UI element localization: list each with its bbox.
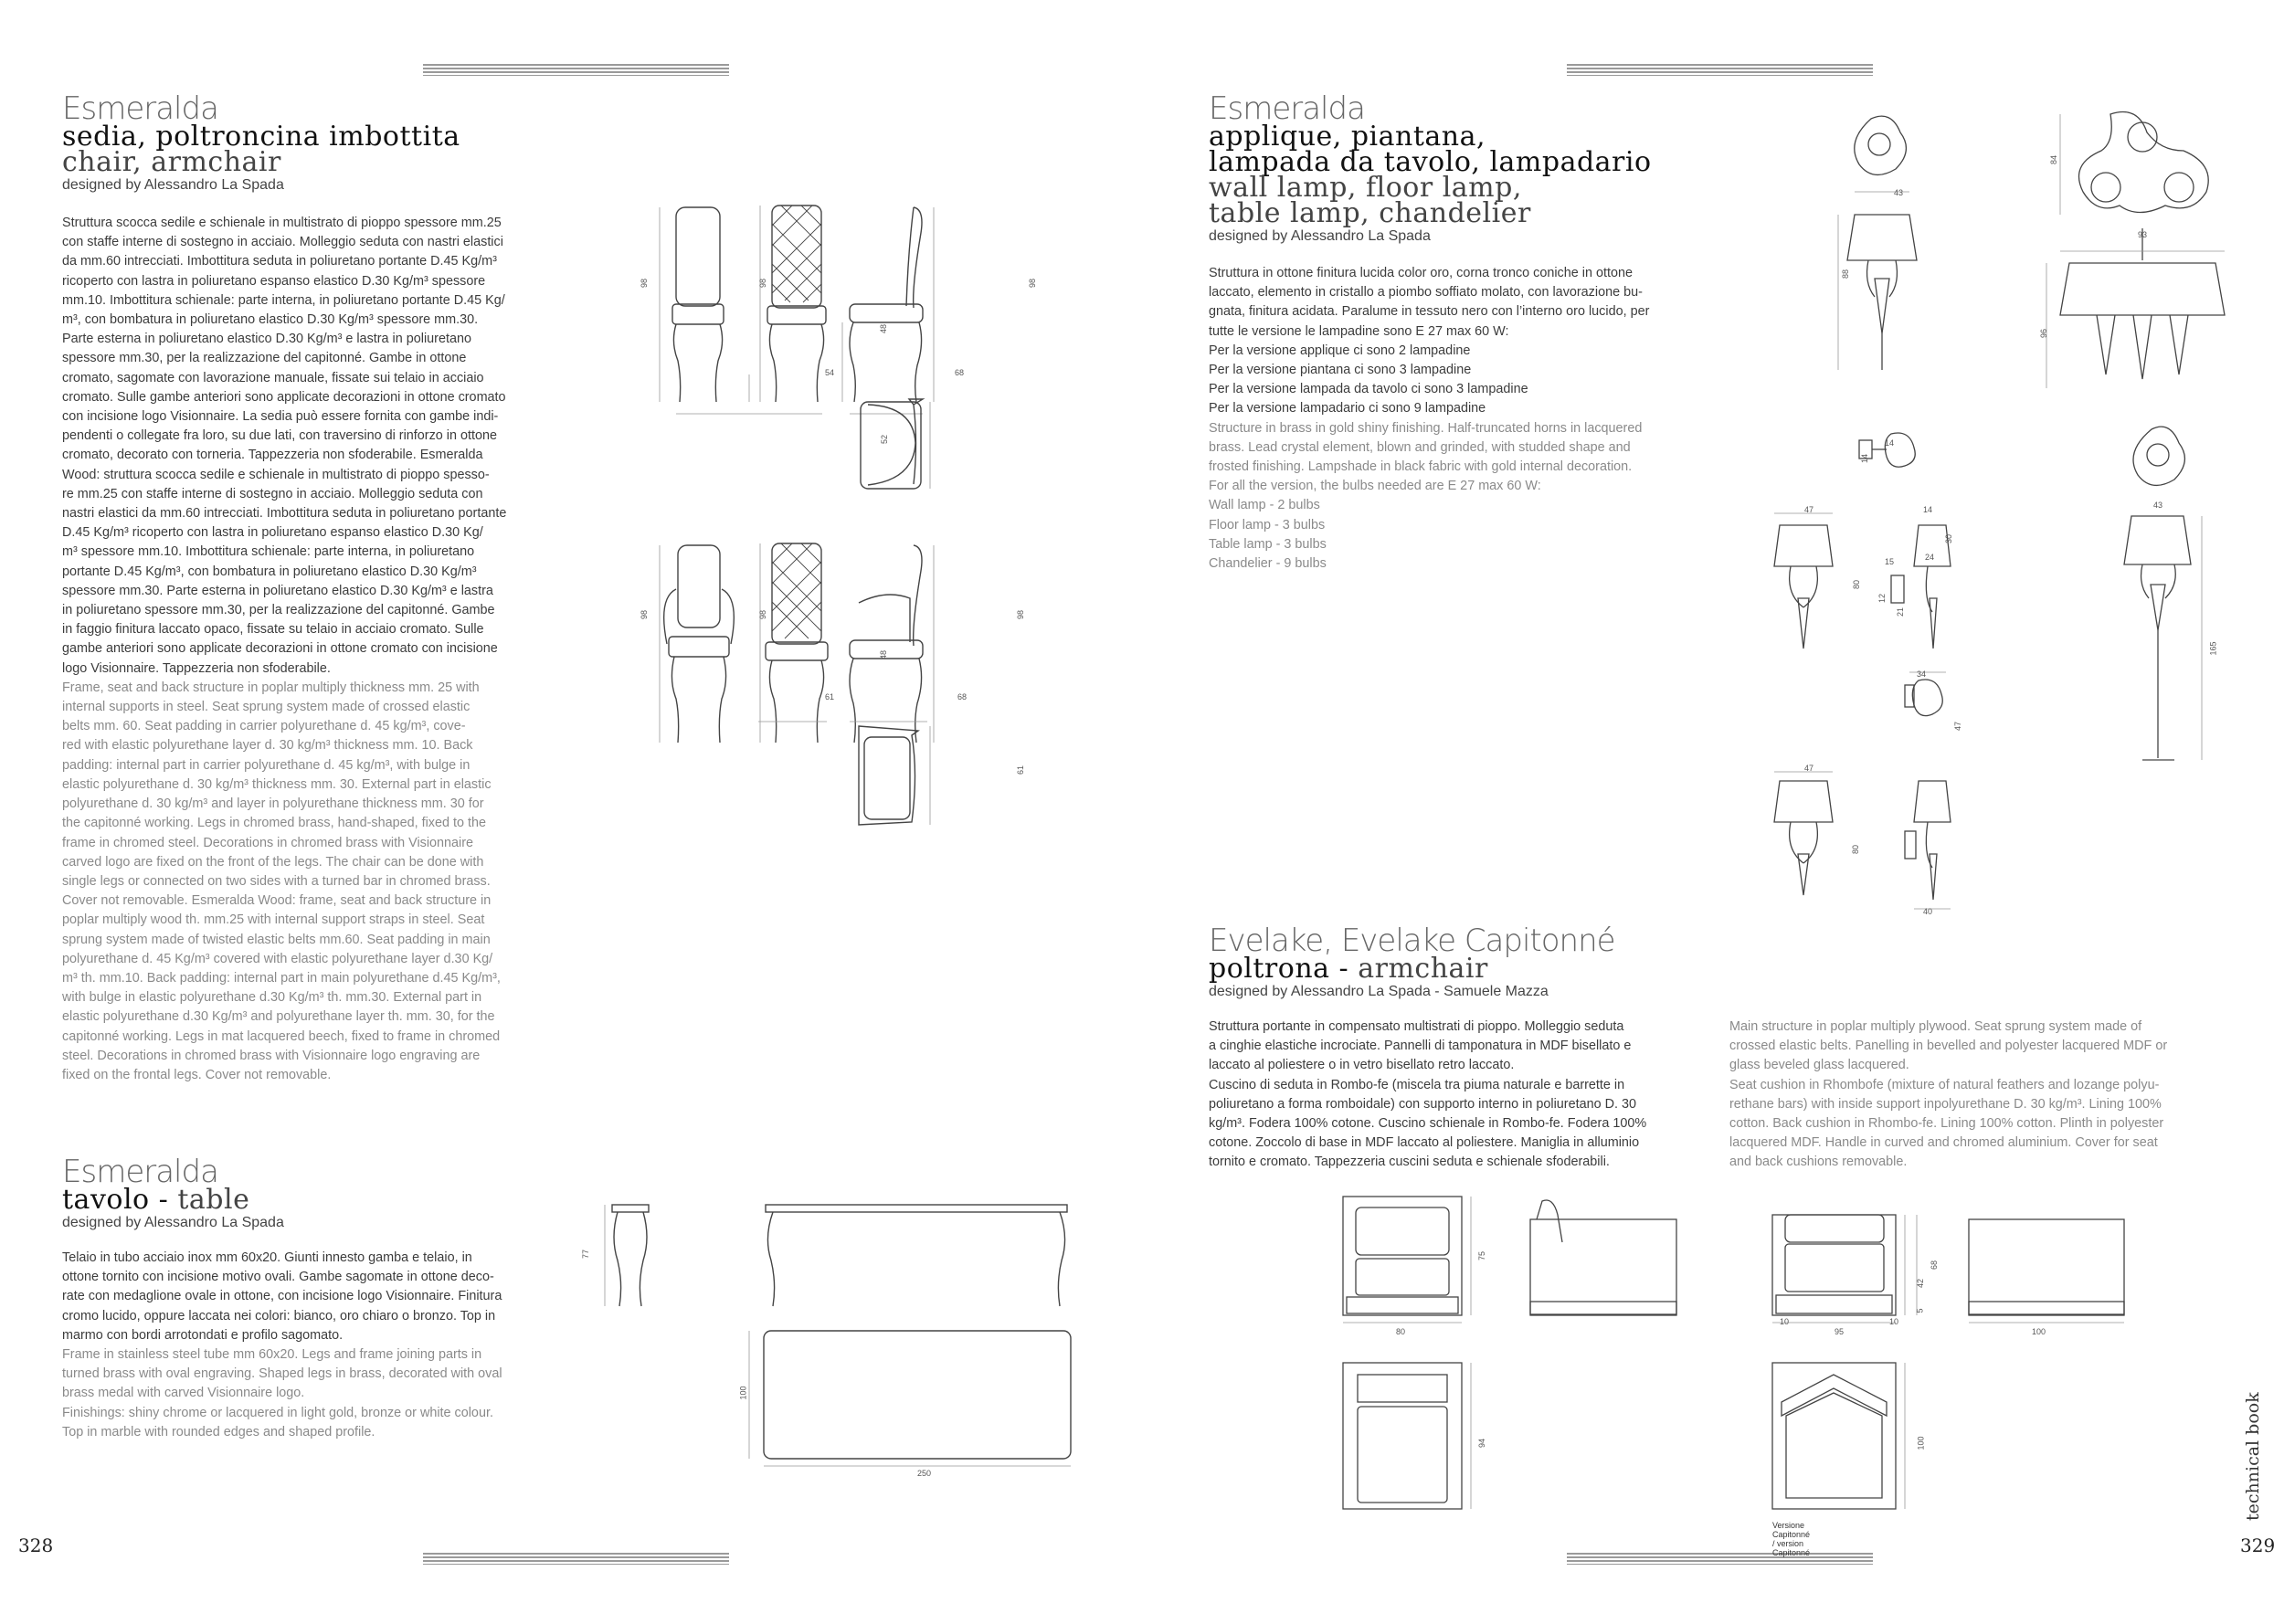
capitonne-side-view bbox=[1969, 1219, 2124, 1323]
technical-book-label: technical book bbox=[2243, 1392, 2263, 1521]
lamps-text-it: Struttura in ottone finitura lucida color oro, corna tronco coniche in ottone laccato, elemento in cristallo a piombo soffiato molato, con lavorazione bu- gnata, finitura acidata. Paralume in tessuto nero con l’interno oro lucido, per tutte le versione le lampadine sono E 27 max 60 W: Per la versione applique ci sono 2 lampadine Per la versione piantana ci sono 3 lampadine Per la versione lampada da tavolo ci sono 3 lampadine Per la versione lampadario ci sono 9 lampadine bbox=[1209, 266, 1650, 417]
dim-wall-c: 21 bbox=[1896, 606, 1906, 617]
lamps-section-header bbox=[1209, 90, 1652, 245]
top-rule-right bbox=[1567, 64, 1873, 76]
table-title-it: tavolo - bbox=[62, 1184, 178, 1216]
chair-section-header bbox=[62, 90, 460, 194]
chair-plan-view bbox=[861, 399, 930, 489]
dim-chair-width: 54 bbox=[825, 368, 835, 377]
floor-lamp-elevation bbox=[2124, 516, 2202, 760]
table-title-en: table bbox=[177, 1184, 250, 1216]
lamps-drawings bbox=[1754, 100, 2229, 923]
evelake-title bbox=[1209, 953, 1615, 985]
dim-wall-h: 80 bbox=[1852, 579, 1862, 590]
lamps-brand: Esmeralda bbox=[1209, 90, 1365, 127]
dim-chair-height-2: 98 bbox=[758, 278, 768, 289]
table-drawings bbox=[594, 1192, 1105, 1475]
lamps-text-en: Structure in brass in gold shiny finishing. Half-truncated horns in lacquered brass. Lead crystal element, blown and grinded, with studded shape and frosted finishing. Lampshade in black fabric with gold internal decoration. For all the version, the bulbs needed are E 27 max 60 W: Wall lamp - 2 bulbs Floor lamp - 3 bulbs Table lamp - 3 bulbs Chandelier - 9 bulbs bbox=[1209, 420, 1643, 572]
dim-armchair-plan: 61 bbox=[1016, 765, 1026, 775]
table-front-view bbox=[766, 1205, 1067, 1306]
evelake-description-it bbox=[1209, 1018, 1720, 1173]
lamps-designer: designed by Alessandro La Spada bbox=[1209, 228, 1431, 244]
dim-cap-plan-d: 100 bbox=[1916, 1436, 1926, 1450]
dim-armchair-width: 61 bbox=[825, 692, 835, 701]
evelake-drawings bbox=[1325, 1187, 2220, 1534]
table-designer: designed by Alessandro La Spada bbox=[62, 1215, 284, 1230]
evelake-front-view bbox=[1343, 1197, 1471, 1323]
lamps-title-en-2: table lamp, chandelier bbox=[1209, 197, 1531, 229]
table-text-it: Telaio in tubo acciaio inox mm 60x20. Giunti innesto gamba e telaio, in ottone tornito con incisione motivo ovali. Gambe sagomate in ottone deco- rate con medaglione ovale in ottone, con incisione logo Visionnaire. Finitura cromo lucido, oppure laccata nei colori: bianco, oro chiaro o bronzo. Top in marmo con bordi arrotondati e profilo sagomato. bbox=[62, 1250, 502, 1343]
wall-lamp-side-2 bbox=[1905, 781, 1951, 909]
table-title bbox=[62, 1184, 284, 1216]
dim-floor-plan: 43 bbox=[2153, 501, 2163, 510]
page-number-right: 329 bbox=[2240, 1534, 2276, 1556]
lamps-title-it-1: applique, piantana, bbox=[1209, 121, 1486, 153]
dim-chandelier-h: 96 bbox=[2039, 328, 2049, 339]
floor-lamp-plan bbox=[2133, 427, 2184, 485]
evelake-plan-view bbox=[1343, 1363, 1471, 1509]
dim-cap-side-b: 10 bbox=[1889, 1317, 1899, 1326]
armchair-side-view bbox=[850, 545, 934, 743]
table-brand: Esmeralda bbox=[62, 1154, 218, 1190]
dim-evelake-front-h: 75 bbox=[1477, 1250, 1487, 1261]
dim-wall-d: 14 bbox=[1923, 505, 1933, 514]
chair-side-view bbox=[842, 207, 934, 402]
dim-wall-b: 24 bbox=[1925, 553, 1935, 562]
dim-plan-width: 52 bbox=[880, 434, 890, 445]
bottom-rule-left bbox=[423, 1553, 729, 1565]
dim-cap-base: 5 bbox=[1915, 1308, 1925, 1313]
chair-back-view bbox=[760, 206, 826, 402]
table-section-header bbox=[62, 1156, 284, 1231]
evelake-text-it: Struttura portante in compensato multistrati di pioppo. Molleggio seduta a cinghie elastiche incrociate. Pannelli di tamponatura in MDF bisellato e laccato al poliestere o in vetro bisellato retro laccato. Cuscino di seduta in Rombo-fe (miscela tra piuma naturale e barrette in poliuretano a forma romboidale) con supporto interno in poliuretano D. 30 kg/m³. Fodera 100% cotone. Cuscino schienale in Rombo-fe. Fodera 100% cotone. Zoccolo di base in MDF laccato al poliestere. Maniglia in alluminio tornito e cromato. Tappezzeria cuscini seduta e schienale sfoderabili. bbox=[1209, 1019, 1647, 1170]
dim-table-lamp-plan: 43 bbox=[1894, 188, 1904, 197]
dim-armchair-height-2: 98 bbox=[758, 609, 768, 620]
dim-wall-a: 15 bbox=[1885, 557, 1895, 566]
dim-table-height: 77 bbox=[581, 1249, 591, 1260]
armchair-plan-view bbox=[859, 726, 930, 825]
dim-cap-h: 68 bbox=[1930, 1260, 1940, 1271]
dim-armchair-depth: 68 bbox=[957, 692, 968, 701]
dim-armchair-height-3: 98 bbox=[1016, 609, 1026, 620]
dim-floor-h: 165 bbox=[2208, 641, 2218, 656]
dim-cap-depth: 100 bbox=[2032, 1327, 2046, 1336]
page-number-left: 328 bbox=[18, 1534, 54, 1556]
table-text-en: Frame in stainless steel tube mm 60x20. Legs and frame joining parts in turned brass with oval engraving. Shaped legs in brass, decorated with oval brass medal with carved Visionnaire logo. Finishings: shiny chrome or lacquered in light gold, bronze or white colour. Top in marble with rounded edges and shaped profile. bbox=[62, 1347, 502, 1439]
dim-plan2-d: 47 bbox=[1953, 721, 1963, 732]
dim-side2-d: 40 bbox=[1923, 907, 1933, 916]
dim-cap-w: 95 bbox=[1835, 1327, 1845, 1336]
chair-brand: Esmeralda bbox=[62, 90, 218, 127]
evelake-title-it: poltrona - bbox=[1209, 953, 1359, 985]
table-description bbox=[62, 1249, 592, 1442]
chair-description bbox=[62, 214, 592, 1085]
dim-wall-top-w: 14 bbox=[1885, 438, 1895, 448]
dim-table-depth: 100 bbox=[738, 1386, 748, 1400]
dim-armchair-seat: 48 bbox=[879, 649, 889, 660]
capitonne-front-view bbox=[1772, 1215, 1917, 1323]
dim-armchair-height-1: 98 bbox=[640, 609, 650, 620]
dim-chair-depth: 68 bbox=[955, 368, 965, 377]
wall-lamp-side bbox=[1891, 525, 1954, 649]
chair-text-it: Struttura scocca sedile e schienale in multistrato di pioppo spessore mm.25 con staffe interne di sostegno in acciaio. Molleggio seduta con nastri elastici da mm.60 intrecciati. Imbottitura seduta in poliuretano portante D.45 Kg/m³ ricoperto con lastra in poliuretano espanso elastico D.30 Kg/m³ spessore mm.10. Imbottitura schienale: parte interna, in poliuretano portante D.45 Kg/ m³, con bombatura in poliuretano elastico D.30 Kg/m³ spessore mm.30. Parte esterna in poliuretano elastico D.30 Kg/m³ e lastra in poliuretano spessore mm.30, per la realizzazione del capitonné. Gambe in ottone cromato, sagomate con lavorazione manuale, fissate sui telaio in acciaio cromato. Sulle gambe anteriori sono applicate decorazioni in ottone cromato con incisione logo Visionnaire. La sedia può essere fornita con gambe indi- pendenti o collegate fra loro, su due lati, con traversino di rinforzo in ottone cromato, decorato con torneria. Tappezzeria non sfoderabile. Esmeralda Wood: struttura scocca sedile e schienale in multistrato di pioppo spesso- re mm.25 con staffe interne di sostegno in acciaio. Molleggio seduta con nastri elastici da mm.60 intrecciati. Imbottitura seduta in poliuretano portante D.45 Kg/m³ ricoperto con lastra in poliuretano espanso elastico D.30 Kg/ m³ spessore mm.10. Imbottitura schienale: parte interna, in poliuretano portante D.45 Kg/m³, con bombatura in poliuretano elastico D.30 Kg/m³ spessore mm.30. Parte esterna in poliuretano elastico D.30 Kg/m³ e lastra in poliuretano spessore mm.30, per la realizzazione del capitonné. Gambe in faggio finitura laccato opaco, fissate su telaio in acciaio cromato. Sulle gambe anteriori sono applicate decorazioni in ottone cromato con incisione logo Visionnaire. Tappezzeria non sfoderabile. bbox=[62, 216, 507, 676]
chair-drawings bbox=[640, 196, 1096, 836]
table-side-view bbox=[605, 1205, 649, 1306]
lamps-description bbox=[1209, 264, 1720, 574]
wall-lamp-plan-2 bbox=[1905, 672, 1946, 716]
chair-text-en: Frame, seat and back structure in poplar multiply thickness mm. 25 with internal supports in steel. Seat sprung system made of crossed elastic belts mm. 60. Seat padding in carrier polyurethane d. 45 kg/m³, cove- red with elastic polyurethane layer d. 30 kg/m³ thickness mm. 10. Back padding: internal part in carrier polyurethane d. 45 kg/m³, with bulge in elastic polyurethane d. 30 kg/m³ thickness mm. 30. External part in elastic polyurethane d. 30 kg/m³ and layer in polyurethane thickness mm. 30 for the capitonné working. Legs in chromed brass, hand-shaped, fixed to the frame in chromed steel. Decorations in chromed brass with Visionnaire carved logo are fixed on the front of the legs. The chair can be done with single legs or connected on two sides with a turned bar in chromed brass. Cover not removable. Esmeralda Wood: frame, seat and back structure in poplar multiply wood th. mm.25 with internal support straps in steel. Seat sprung system made of twisted elastic belts mm.60. Seat padding in main polyurethane d. 45 Kg/m³ covered with elastic polyurethane layer d.30 Kg/ m³ th. mm.10. Back padding: internal part in main polyurethane d.45 Kg/m³, with bulge in elastic polyurethane d.30 Kg/m³ th. mm.30. External part in elastic polyurethane d.30 Kg/m³ and polyurethane layer th. mm. 30, for the capitonné working. Legs in mat lacquered beech, fixed to frame in chromed steel. Decorations in chromed brass with Visionnaire logo engraving are fixed on the frontal legs. Cover not removable. bbox=[62, 680, 501, 1082]
dim-wall-e: 12 bbox=[1877, 593, 1887, 604]
table-lamp-elevation bbox=[1838, 215, 1917, 370]
dim-wall-w: 47 bbox=[1804, 505, 1814, 514]
dim-chandelier-w: 93 bbox=[2138, 230, 2148, 239]
wall-lamp-front bbox=[1774, 513, 1833, 649]
armchair-back-view bbox=[760, 543, 828, 743]
evelake-section-header bbox=[1209, 925, 1615, 1000]
chair-title-it: sedia, poltroncina imbottita bbox=[62, 121, 460, 153]
dim-evelake-plan-d: 94 bbox=[1477, 1438, 1487, 1449]
evelake-title-en: armchair bbox=[1358, 953, 1488, 985]
dim-front2-h: 80 bbox=[1851, 844, 1861, 855]
dim-cap-side-a: 10 bbox=[1780, 1317, 1790, 1326]
dim-seat-height: 48 bbox=[879, 323, 889, 334]
chair-designer: designed by Alessandro La Spada bbox=[62, 177, 284, 193]
lamps-title-en-1: wall lamp, floor lamp, bbox=[1209, 172, 1522, 204]
evelake-designer: designed by Alessandro La Spada - Samuele Mazza bbox=[1209, 984, 1549, 999]
armchair-front-view bbox=[660, 545, 734, 743]
capitonne-caption: Versione Capitonné / version Capitonné bbox=[1772, 1521, 1811, 1557]
table-plan-view bbox=[749, 1331, 1071, 1466]
dim-wall-top-d: 14 bbox=[1860, 453, 1870, 464]
chandelier-elevation bbox=[2046, 228, 2225, 388]
table-lamp-plan bbox=[1855, 116, 1909, 192]
evelake-text-en: Main structure in poplar multiply plywood. Seat sprung system made of crossed elastic belts. Panelling in bevelled and polyester lacquered MDF or glass beveled glass lacquered. Seat cushion in Rhombofe (mixture of natural feathers and lozange polyu- rethane bars) with inside support inpolyurethane D. 30 kg/m³. Lining 100% cotton. Back cushion in Rhombo-fe. Lining 100% cotton. Plinth in polyester lacquered MDF. Handle in curved and chromed aluminium. Cover for seat and back cushions removable. bbox=[1729, 1019, 2168, 1170]
chair-title-en: chair, armchair bbox=[62, 146, 281, 178]
dim-cap-seat: 42 bbox=[1916, 1278, 1926, 1289]
bottom-rule-right bbox=[1567, 1553, 1873, 1565]
evelake-brand: Evelake, Evelake Capitonné bbox=[1209, 923, 1615, 959]
lamps-title-it-2: lampada da tavolo, lampadario bbox=[1209, 146, 1652, 178]
dim-table-length: 250 bbox=[917, 1469, 932, 1478]
dim-chandelier-plan-h: 84 bbox=[2049, 154, 2059, 165]
dim-evelake-front-w: 80 bbox=[1396, 1327, 1406, 1336]
evelake-description-en bbox=[1729, 1018, 2241, 1173]
capitonne-plan-view bbox=[1772, 1363, 1905, 1509]
chair-front-view bbox=[660, 207, 724, 402]
dim-chair-height-1: 98 bbox=[640, 278, 650, 289]
top-rule-left bbox=[423, 64, 729, 76]
dim-chair-height-3: 98 bbox=[1028, 278, 1038, 289]
dim-front2-w: 47 bbox=[1804, 764, 1814, 773]
chandelier-plan bbox=[2060, 112, 2208, 216]
dim-wall-side: 30 bbox=[1944, 533, 1954, 544]
dim-table-lamp-h: 88 bbox=[1841, 269, 1851, 279]
evelake-side-view bbox=[1530, 1200, 1676, 1315]
wall-lamp-front-2 bbox=[1774, 772, 1833, 895]
dim-plan2-w: 34 bbox=[1917, 670, 1927, 679]
